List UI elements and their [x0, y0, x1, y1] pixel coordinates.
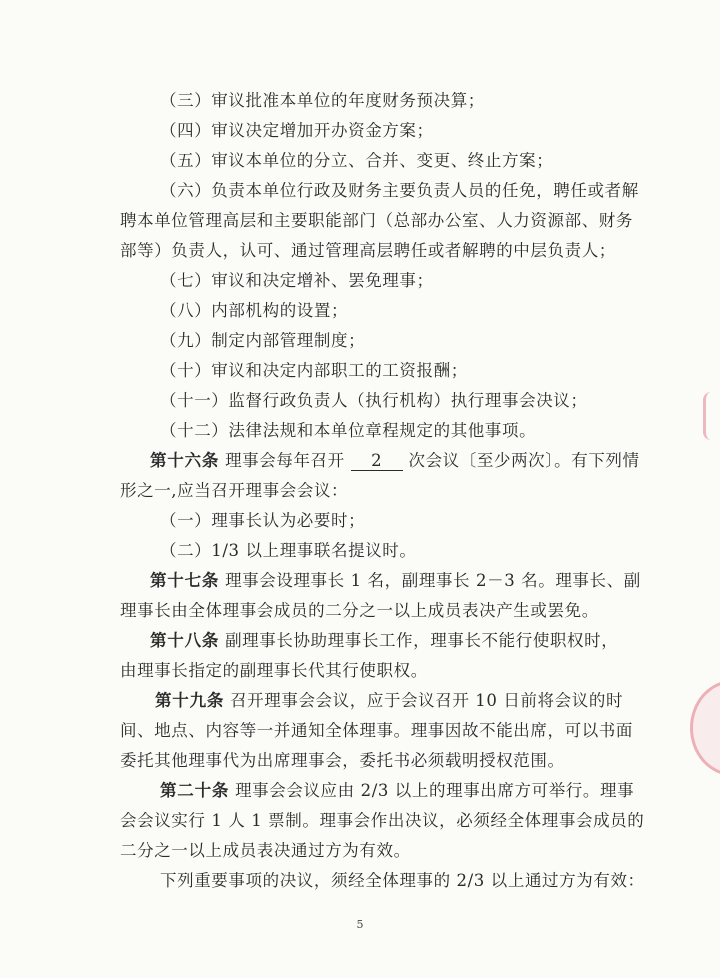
text-line: 间、地点、内容等一并通知全体理事。理事因故不能出席，可以书面 [120, 721, 633, 740]
text-line: （三）审议批准本单位的年度财务预决算； [160, 91, 485, 110]
text-line: （七）审议和决定增补、罢免理事； [160, 271, 434, 290]
text-line: （九）制定内部管理制度； [160, 331, 366, 350]
text-line: （八）内部机构的设置； [160, 301, 349, 320]
article-19-line [155, 690, 623, 712]
article-text: 副理事长协助理事长工作，理事长不能行使职权时， [225, 631, 619, 650]
article-18-line [150, 630, 618, 652]
text-line: （十一）监督行政负责人（执行机构）执行理事会决议； [160, 391, 588, 410]
text-line: 二分之一以上成员表决通过方为有效。 [120, 841, 411, 860]
text-line: （二）1/3 以上理事联名提议时。 [160, 541, 417, 560]
seal-edge-mark [703, 392, 720, 440]
text-line: 委托其他理事代为出席理事会，委托书必须载明授权范围。 [120, 751, 565, 770]
article-heading: 第十八条 [150, 631, 220, 650]
meeting-count-value: 2 [351, 452, 403, 471]
article-text: 理事会会议应由 2/3 以上的理事出席方可举行。理事 [235, 781, 635, 800]
article-20-line [160, 780, 634, 802]
text-line: （一）理事长认为必要时； [160, 511, 366, 530]
text-line: 理事长由全体理事会成员的二分之一以上成员表决产生或罢免。 [120, 601, 599, 620]
text-line: 聘本单位管理高层和主要职能部门（总部办公室、人力资源部、财务 [120, 211, 633, 230]
text-line: 形之一,应当召开理事会会议： [120, 481, 349, 500]
text-line: 部等）负责人，认可、通过管理高层聘任或者解聘的中层负责人； [120, 241, 616, 260]
text-line: （十）审议和决定内部职工的工资报酬； [160, 361, 468, 380]
article-16-line [150, 450, 640, 472]
page-number: 5 [356, 918, 364, 931]
article-17-line [150, 570, 641, 592]
text-line: （六）负责本单位行政及财务主要负责人员的任免，聘任或者解 [160, 181, 639, 200]
article-text: 理事会设理事长 1 名，副理事长 2－3 名。理事长、副 [225, 571, 641, 590]
article-text: 次会议〔至少两次〕。有下列情 [408, 451, 640, 470]
article-text: 理事会每年召开 [225, 451, 345, 470]
article-heading: 第十七条 [150, 571, 220, 590]
text-line: 下列重要事项的决议，须经全体理事的 2/3 以上通过方为有效： [160, 871, 645, 890]
text-line: （四）审议决定增加开办资金方案； [160, 121, 434, 140]
text-line: 由理事长指定的副理事长代其行使职权。 [120, 661, 428, 680]
article-text: 召开理事会会议，应于会议召开 10 日前将会议的时 [230, 691, 624, 710]
text-line: （十二）法律法规和本单位章程规定的其他事项。 [160, 421, 537, 440]
text-line: （五）审议本单位的分立、合并、变更、终止方案； [160, 151, 554, 170]
article-heading: 第二十条 [160, 781, 230, 800]
article-heading: 第十六条 [150, 451, 220, 470]
seal-stamp [690, 680, 720, 776]
text-line: 会会议实行 1 人 1 票制。理事会作出决议，必须经全体理事会成员的 [120, 811, 645, 830]
article-heading: 第十九条 [155, 691, 225, 710]
